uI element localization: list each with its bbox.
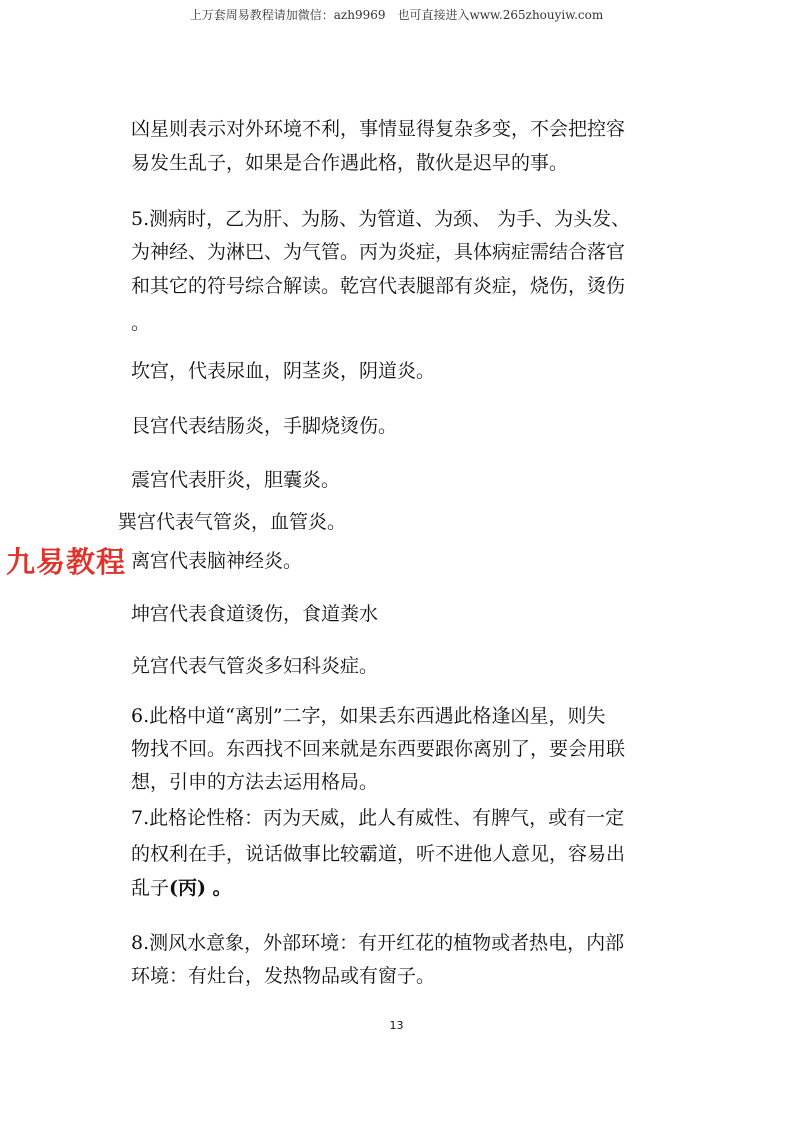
text-line: 震宫代表肝炎，胆囊炎。 (131, 469, 341, 491)
text-line: 的权利在手，说话做事比较霸道，听不进他人意见，容易出 (131, 843, 626, 865)
text-line-last (131, 876, 232, 900)
text-line: 凶星则表示对外环境不利，事情显得复杂多变，不会把控容 (131, 118, 626, 140)
text-line: 7.此格论性格：丙为天威，此人有威性、有脾气，或有一定 (131, 807, 625, 829)
page-number: 13 (389, 1019, 404, 1032)
text-line: 巽宫代表气管炎，血管炎。 (118, 511, 347, 533)
text-line: 为神经、为淋巴、为气管。丙为炎症，具体病症需结合落官 (131, 241, 626, 263)
text-fragment: 乱子 (131, 877, 170, 899)
text-line: 5.测病时，乙为肝、为肠、为管道、为颈、 为手、为头发、 (131, 208, 631, 230)
page-header: 上万套周易教程请加微信：azh9969 也可直接进入www.265zhouyiw.com (189, 8, 604, 22)
text-line: 坤宫代表食道烫伤，食道粪水 (131, 603, 379, 625)
text-line: 艮宫代表结肠炎，手脚烧烫伤。 (131, 415, 398, 437)
bold-fragment: (丙) 。 (169, 877, 232, 899)
text-line: 8.测风水意象，外部环境：有开红花的植物或者热电，内部 (131, 932, 625, 954)
text-line: 和其它的符号综合解读。乾宫代表腿部有炎症，烧伤，烫伤 (131, 275, 626, 297)
text-line: 物找不回。东西找不回来就是东西要跟你离别了，要会用联 (131, 738, 626, 760)
watermark-logo: 九易教程 (6, 545, 127, 579)
text-line: 。 (131, 312, 151, 334)
text-line: 环境：有灶台，发热物品或有窗子。 (131, 965, 436, 987)
text-line: 6.此格中道“离别”二字，如果丢东西遇此格逢凶星，则失 (131, 705, 606, 727)
text-line: 兑宫代表气管炎多妇科炎症。 (131, 655, 379, 677)
text-line: 离宫代表脑神经炎。 (131, 550, 303, 572)
text-line: 坎宫，代表尿血，阴茎炎，阴道炎。 (131, 360, 436, 382)
text-line: 想，引申的方法去运用格局。 (131, 771, 379, 793)
text-line: 易发生乱子，如果是合作遇此格，散伙是迟早的事。 (131, 152, 569, 174)
